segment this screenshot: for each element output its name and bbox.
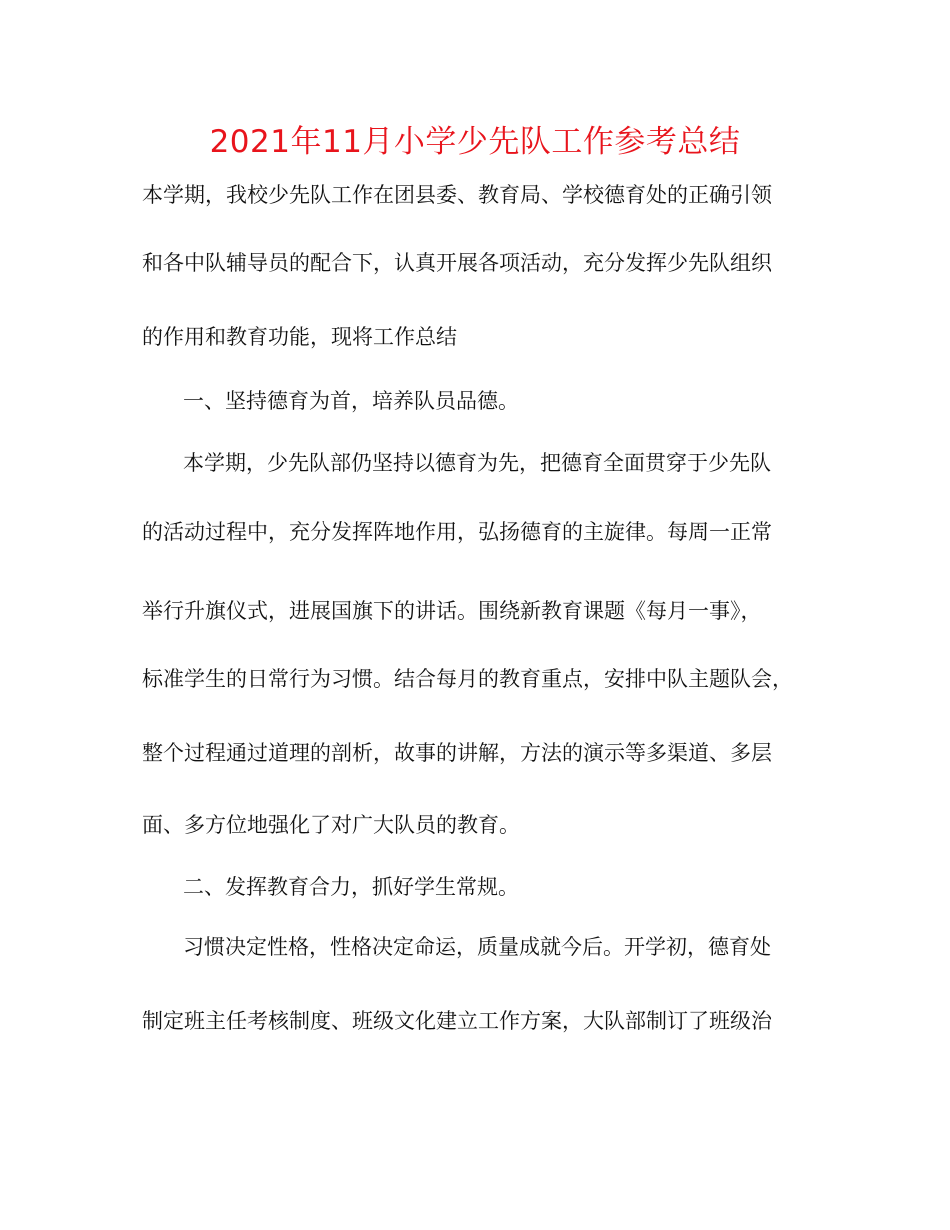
paragraph-line-6: 的活动过程中，充分发挥阵地作用，弘扬德育的主旋律。每周一正常 xyxy=(142,520,772,544)
paragraph-line-7: 举行升旗仪式，进展国旗下的讲话。围绕新教育课题《每月一事》， xyxy=(142,599,762,623)
paragraph-line-1: 本学期，我校少先队工作在团县委、教育局、学校德育处的正确引领 xyxy=(142,183,772,207)
paragraph-line-13: 制定班主任考核制度、班级文化建立工作方案，大队部制订了班级治 xyxy=(142,1009,772,1033)
paragraph-line-2: 和各中队辅导员的配合下，认真开展各项活动，充分发挥少先队组织 xyxy=(142,251,772,275)
paragraph-line-9: 整个过程通过道理的剖析，故事的讲解，方法的演示等多渠道、多层 xyxy=(142,741,772,765)
paragraph-line-5: 本学期，少先队部仍坚持以德育为先，把德育全面贯穿于少先队 xyxy=(183,451,771,475)
paragraph-line-12: 习惯决定性格，性格决定命运，质量成就今后。开学初，德育处 xyxy=(183,935,771,959)
paragraph-line-8: 标准学生的日常行为习惯。结合每月的教育重点，安排中队主题队会， xyxy=(142,667,793,691)
paragraph-line-10: 面、多方位地强化了对广大队员的教育。 xyxy=(142,813,520,837)
document-title: 2021年11月小学少先队工作参考总结 xyxy=(209,124,741,160)
section-heading-2: 二、发挥教育合力，抓好学生常规。 xyxy=(183,875,519,899)
section-heading-1: 一、坚持德育为首，培养队员品德。 xyxy=(183,389,519,413)
paragraph-line-3: 的作用和教育功能，现将工作总结 xyxy=(142,325,457,349)
